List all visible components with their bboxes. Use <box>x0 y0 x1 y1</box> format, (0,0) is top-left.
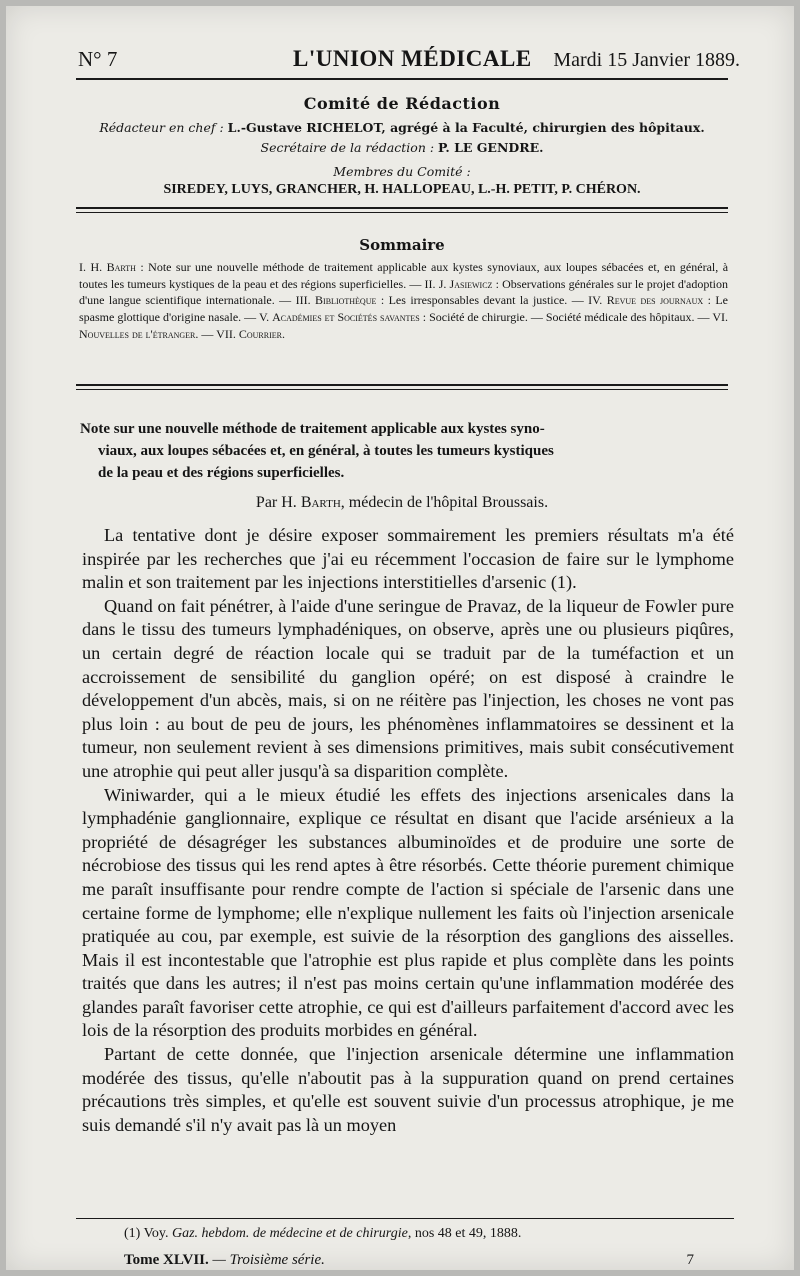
sommaire-text <box>79 259 728 343</box>
sommaire-item-2: II. J. Jasiewicz : Observations générales sur le projet d'adoption d'une langue scientifique internationale. — <box>79 276 729 308</box>
paragraph: Winiwarder, qui a le mieux étudié les effets des injections arsenicales dans la lymphadénie ganglionnaire, explique ce résultat en disant que l'acide arsénieux a la propriété de désagréger les substances albuminoïdes et de produire une sorte de nécrobiose des tissus qui les rend aptes à être résorbés. Cette théorie purement chimique me paraît insuffisante pour rendre compte de l'action si spéciale de l'arsenic dans une certaine forme de lymphome; elle n'explique nullement les faits où l'injection arsenicale pratiquée au cou, par exemple, est suivie de la résorption des ganglions des aisselles. Mais il est incontestable que l'atrophie est plus rapide et plus complète dans les points traités que dans les autres; il n'est pas moins certain qu'une inflammation modérée des glandes paraît favoriser cette atrophie, ce qui est d'ailleurs parfaitement d'accord avec les lois de la résorption des produits morbides en général. <box>82 784 734 1041</box>
footnote-rule <box>76 1218 734 1219</box>
membres-label: Membres du Comité : <box>333 164 471 179</box>
committee-title: Comité de Rédaction <box>303 94 501 113</box>
journal-page <box>6 6 794 1270</box>
sommaire-rule-bottom <box>76 389 728 390</box>
paragraph: Quand on fait pénétrer, à l'aide d'une seringue de Pravaz, de la liqueur de Fowler pure dans le tissu des tumeurs lymphadéniques, on observe, après une ou plusieurs piqûres, un certain degré de réaction locale qui se traduit par de la tuméfaction et un accroissement de sensibilité du ganglion opéré; on est disposé à craindre le développement d'un abcès, mais, si on ne réitère pas l'injection, les choses ne vont pas plus loin : au bout de peu de jours, les phénomènes inflammatoires se dessinent et la tumeur, non seulement revient à ses dimensions primitives, mais subit consécutivement une atrophie qui peut aller jusqu'à sa disparition complète. <box>82 595 734 781</box>
issue-number: N° 7 <box>78 47 118 71</box>
sommaire-item-6: VI. Nouvelles de l'étranger. — <box>79 310 729 341</box>
tome-label: Tome XLVII. <box>124 1252 209 1268</box>
sommaire-item-3: III. Bibliothèque : Les irresponsables devant la justice. — <box>295 293 584 308</box>
committee-rule-bottom <box>76 212 728 213</box>
redacteur-label: Rédacteur en chef : <box>99 120 224 135</box>
article-body <box>82 524 734 1137</box>
paragraph: La tentative dont je désire exposer sommairement les premiers résultats m'a été inspirée par les recherches que j'ai eu récemment l'occasion de faire sur le lymphome malin et son traitement par les injections interstitielles d'arsenic (1). <box>82 525 734 593</box>
secretaire-value: P. LE GENDRE. <box>438 140 544 155</box>
footnote: (1) Voy. Gaz. hebdom. de médecine et de chirurgie, nos 48 et 49, 1888. <box>124 1226 522 1241</box>
sommaire-item-1: I. H. Barth : Note sur une nouvelle méthode de traitement applicable aux kystes synoviaux, aux loupes sébacées et, en général, à toutes les tumeurs kystiques de la peau et des régions superficielles. — <box>79 260 729 291</box>
page-footer <box>124 1252 694 1269</box>
paragraph: Partant de cette donnée, que l'injection arsenicale détermine une inflammation modérée des tissus, qu'elle n'aboutit pas à la suppuration quand on prend certaines précautions très simples, et qu'elle est souvent suivie d'un processus atrophique, je me suis demandé s'il n'y avait pas là un moyen <box>82 1044 734 1135</box>
page-header <box>78 46 740 74</box>
redacteur-value: L.-Gustave RICHELOT, agrégé à la Faculté, chirurgien des hôpitaux. <box>227 120 705 135</box>
issue-date: Mardi 15 Janvier 1889. <box>553 49 740 71</box>
journal-name: L'UNION MÉDICALE <box>293 46 532 71</box>
membres-names: SIREDEY, LUYS, GRANCHER, H. HALLOPEAU, L.-H. PETIT, P. CHÉRON. <box>163 182 641 197</box>
sommaire-item-4: IV. Revue des journaux : Le spasme glottique d'origine nasale. — <box>79 293 729 325</box>
header-rule <box>76 78 728 80</box>
committee-rule-top <box>76 207 728 209</box>
secretaire-line <box>76 140 728 155</box>
sommaire-rule-top <box>76 384 728 386</box>
sommaire-item-5: V. Académies et Sociétés savantes : Société de chirurgie. — Société médicale des hôpitaux. — <box>258 310 710 325</box>
article-title-line-2: viaux, aux loupes sébacées et, en général, à toutes les tumeurs kystiques <box>98 443 554 459</box>
article-title <box>80 418 736 484</box>
secretaire-label: Secrétaire de la rédaction : <box>260 140 435 155</box>
sommaire-item-7: VII. Courrier. <box>216 326 285 341</box>
article-title-line-3: de la peau et des régions superficielles. <box>98 465 345 481</box>
redacteur-line <box>76 120 728 135</box>
article-title-line-1: Note sur une nouvelle méthode de traitement applicable aux kystes syno- <box>80 421 545 437</box>
serie-label: — Troisième série. <box>212 1252 325 1268</box>
page-number: 7 <box>686 1252 694 1268</box>
sommaire-title: Sommaire <box>359 236 445 254</box>
article-author: Par H. Barth, médecin de l'hôpital Broussais. <box>255 494 549 511</box>
